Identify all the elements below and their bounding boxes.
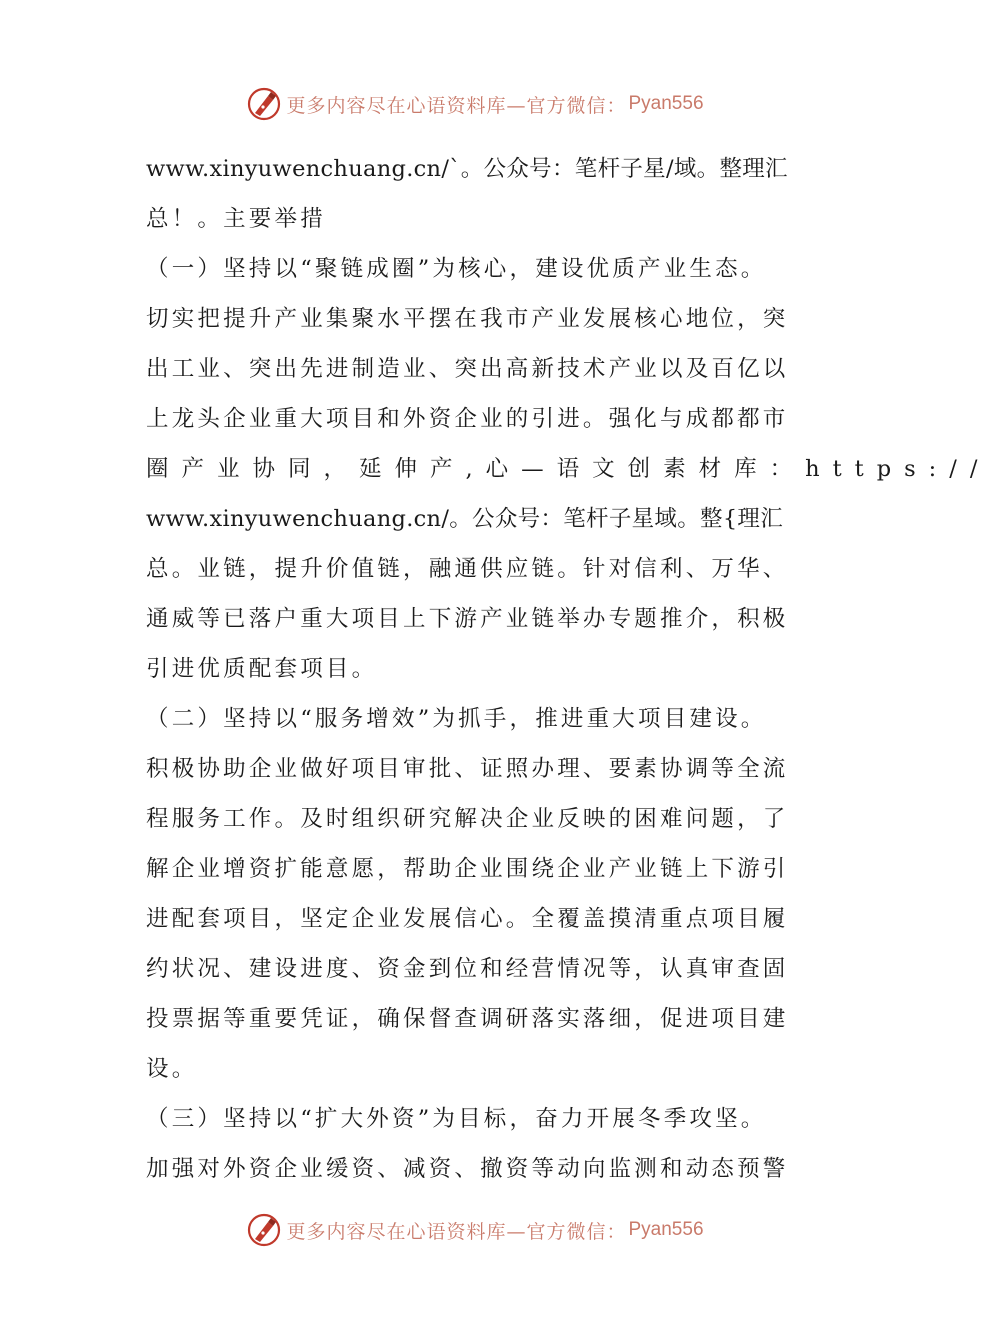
text-line: 进配套项目，坚定企业发展信心。全覆盖摸清重点项目履 [146, 906, 789, 932]
text-line: 程服务工作。及时组织研究解决企业反映的困难问题，了 [146, 806, 789, 832]
footer-watermark [0, 1210, 950, 1250]
text-line: 引进优质配套项目。 [146, 656, 378, 682]
text-line: 总！。主要举措 [146, 206, 326, 232]
pen-nib-icon [246, 1212, 282, 1248]
text-line: 解企业增资扩能意愿，帮助企业围绕企业产业链上下游引 [146, 856, 789, 882]
section-heading: （二）坚持以“服务增效”为抓手，推进重大项目建设。 [146, 706, 767, 732]
text-line: 约状况、建设进度、资金到位和经营情况等，认真审查固 [146, 956, 789, 982]
text-line: 加强对外资企业缓资、减资、撤资等动向监测和动态预警 [146, 1156, 789, 1182]
watermark-handle: Pyan556 [628, 93, 704, 114]
watermark-text: 更多内容尽在心语资料库—官方微信： [286, 94, 627, 117]
text-line: 设。 [146, 1056, 198, 1082]
document-body [146, 144, 990, 1194]
watermark-handle: Pyan556 [628, 1219, 704, 1240]
section-heading: （三）坚持以“扩大外资”为目标，奋力开展冬季攻坚。 [146, 1106, 767, 1132]
text-line: www.xinyuwenchuang.cn/。公众号：笔杆子星域。整{理汇 [146, 506, 784, 532]
pen-nib-icon [246, 86, 282, 122]
text-line: 总。业链，提升价值链，融通供应链。针对信利、万华、 [146, 556, 789, 582]
header-watermark [0, 84, 950, 124]
text-line: 通威等已落户重大项目上下游产业链举办专题推介，积极 [146, 606, 789, 632]
text-line: 积极协助企业做好项目审批、证照办理、要素协调等全流 [146, 756, 789, 782]
text-line: 圈产业协同，延伸产,心—语文创素材库：https:// [146, 456, 990, 482]
text-line: 上龙头企业重大项目和外资企业的引进。强化与成都都市 [146, 406, 789, 432]
text-line: 投票据等重要凭证，确保督查调研落实落细，促进项目建 [146, 1006, 789, 1032]
text-line: www.xinyuwenchuang.cn/`。公众号：笔杆子星/域。整理汇 [146, 156, 788, 182]
text-line: 出工业、突出先进制造业、突出高新技术产业以及百亿以 [146, 356, 789, 382]
text-line: 切实把提升产业集聚水平摆在我市产业发展核心地位，突 [146, 306, 789, 332]
watermark-text: 更多内容尽在心语资料库—官方微信： [286, 1220, 627, 1243]
section-heading: （一）坚持以“聚链成圈”为核心，建设优质产业生态。 [146, 256, 767, 282]
